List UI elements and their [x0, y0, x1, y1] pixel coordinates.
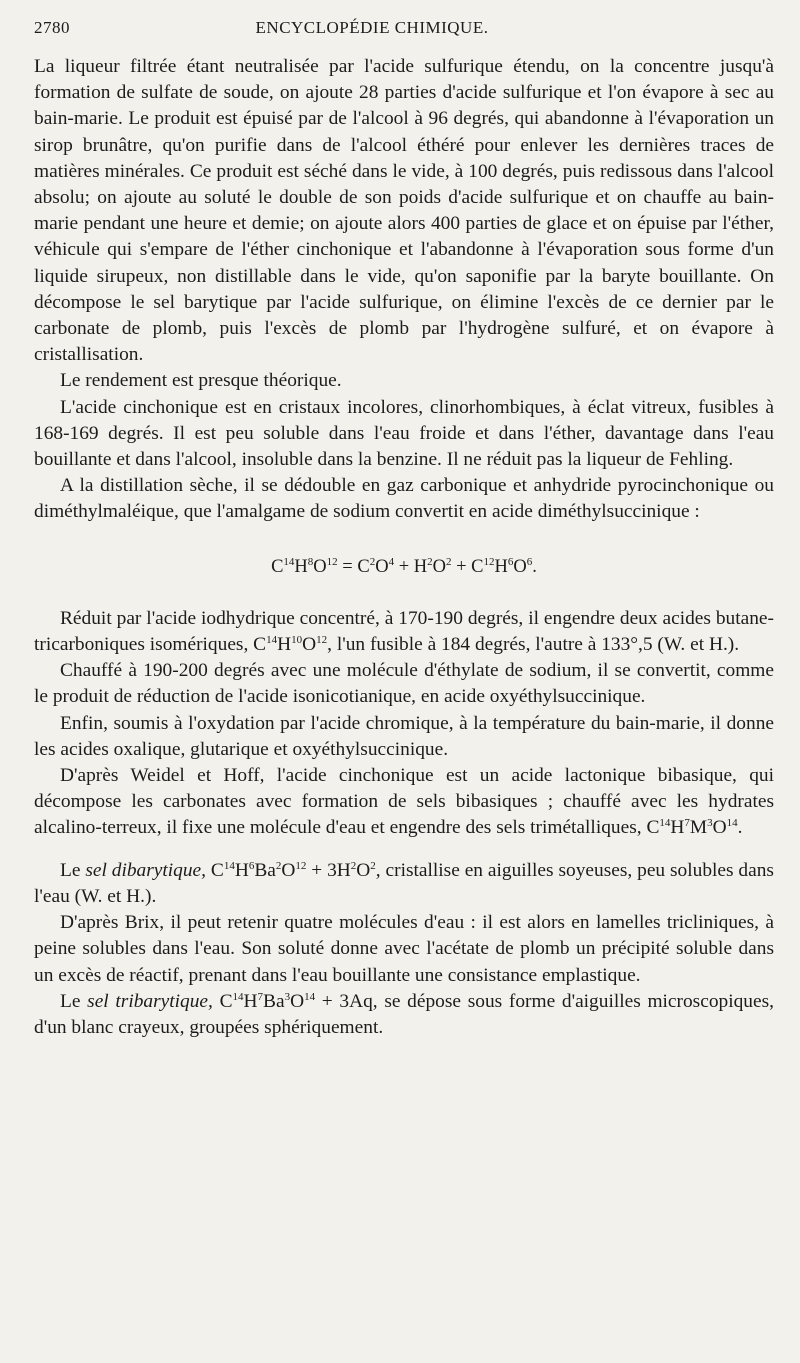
paragraph: A la distillation sèche, il se dédouble en gaz carbonique et anhydride pyrocinchonique ou diméthylmaléique, que l'amalgame de sodium convertit en acide diméthylsuccinique :: [34, 475, 774, 523]
body-text: [34, 54, 774, 1041]
paragraph: Le sel dibarytique, $C^{14}H^6Ba^2O^{12} + 3H^2O^2$, cristallise en aiguilles soyeuses, peu solubles dans l'eau (W. et H.).: [34, 859, 774, 907]
paragraph: Chauffé à 190-200 degrés avec une molécule d'éthylate de sodium, il se convertit, comme le produit de réduction de l'acide isonicotianique, en acide oxyéthylsuccinique.: [34, 660, 774, 708]
paragraph: D'après Brix, il peut retenir quatre molécules d'eau : il est alors en lamelles tricliniques, à peine solubles dans l'eau. Son soluté donne avec l'acétate de plomb un précipité soluble dans un excès de réactif, prenant dans l'eau bouillante une consistance emplastique.: [34, 912, 774, 986]
paragraph: La liqueur filtrée étant neutralisée par l'acide sulfurique étendu, on la concentre jusqu'à formation de sulfate de soude, on ajoute 28 parties d'acide sulfurique et l'on évapore à sec au bain-marie. Le produit est épuisé par de l'alcool à 96 degrés, qui abandonne à l'évaporation un sirop brunâtre, qu'on purifie dans de l'alcool éthéré pour enlever les dernières traces de matières minérales. Ce produit est séché dans le vide, à 100 degrés, puis redissous dans l'alcool absolu; on ajoute au soluté le double de son poids d'acide sulfurique et on chauffe au bain-marie pendant une heure et demie; on ajoute alors 400 parties de glace et on épuise par l'éther, véhicule qui s'empare de l'éther cinchonique et l'abandonne à l'évaporation sous forme d'un liquide sirupeux, non distillable dans le vide, qu'on saponifie par la baryte bouillante. On décompose le sel barytique par l'acide sulfurique, on élimine l'excès de ce dernier par le carbonate de plomb, puis l'excès de plomb par l'hydrogène sulfuré, et on évapore à cristallisation.: [34, 56, 774, 366]
paragraph: Le sel tribarytique, $C^{14}H^7Ba^3O^{14} + 3Aq$, se dépose sous forme d'aiguilles microscopiques, d'un blanc crayeux, groupées sphériquement.: [34, 990, 775, 1038]
chemical-equation: $C^{14}H^8O^{12} = C^2O^4 + H^2O^2 + C^{12}H^6O^6$.: [271, 555, 537, 577]
page-header: [34, 18, 770, 44]
paragraph: L'acide cinchonique est en cristaux incolores, clinorhombiques, à éclat vitreux, fusibles à 168-169 degrés. Il est peu soluble dans l'eau froide et dans l'éther, davantage dans l'eau bouillante et dans l'alcool, insoluble dans la benzine. Il ne réduit pas la liqueur de Fehling.: [34, 396, 774, 471]
page-number: 2780: [34, 18, 70, 37]
paragraph: Réduit par l'acide iodhydrique concentré, à 170-190 degrés, il engendre deux acides butane-tricarboniques isomériques, $C^{14}H^{10}O^{12}$, l'un fusible à 184 degrés, l'autre à 133°,5 (W. et H.).: [34, 607, 774, 656]
paragraph: D'après Weidel et Hoff, l'acide cinchonique est un acide lactonique bibasique, qui décompose les carbonates avec formation de sels bibasiques ; chauffé avec les hydrates alcalino-terreux, il fixe une molécule d'eau et engendre des sels trimétalliques, $C^{14}H^7M^3O^{14}$.: [34, 765, 774, 839]
running-head: ENCYCLOPÉDIE CHIMIQUE.: [255, 18, 489, 37]
paragraph: Enfin, soumis à l'oxydation par l'acide chromique, à la température du bain-marie, il donne les acides oxalique, glutarique et oxyéthylsuccinique.: [34, 712, 774, 760]
paragraph: Le rendement est presque théorique.: [60, 370, 342, 392]
